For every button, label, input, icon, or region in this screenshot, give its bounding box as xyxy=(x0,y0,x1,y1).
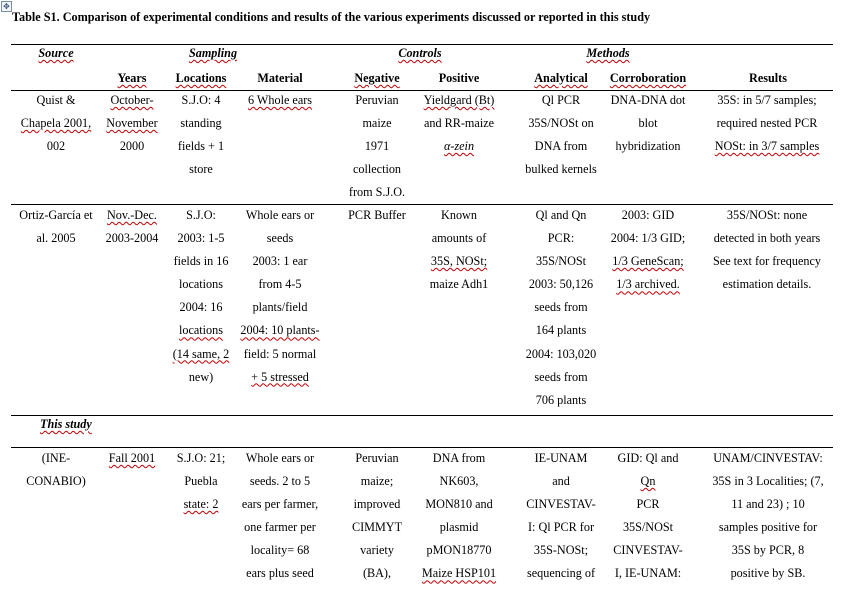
cell-line: improved xyxy=(353,497,401,512)
cell-line: Chapela 2001, xyxy=(20,116,92,131)
cell-positive xyxy=(414,447,504,586)
cell-line: variety xyxy=(360,543,394,558)
cell-line: maize xyxy=(362,116,392,131)
cell-line: sequencing of xyxy=(526,566,596,581)
cell-line: PCR: xyxy=(547,231,575,246)
cell-line: 2004: 16 xyxy=(179,300,223,315)
cell-line: 2003: 50,126 xyxy=(528,277,594,292)
cell-line: bulked kernels xyxy=(525,162,597,177)
cell-line: Ortiz-García et xyxy=(19,208,93,222)
cell-line: from S.J.O. xyxy=(348,185,406,200)
header-locations: Locations xyxy=(175,71,227,85)
cell-line: Yieldgard (Bt) xyxy=(423,93,495,107)
cell-line: 2004: 1/3 GID; xyxy=(610,231,686,246)
cell-line: Peruvian xyxy=(355,451,399,465)
cell-line: IE-UNAM xyxy=(534,451,588,465)
cell-line: seeds. 2 to 5 xyxy=(249,474,311,489)
cell-locations xyxy=(166,447,236,516)
cell-line: maize Adh1 xyxy=(429,277,489,292)
cell-line: DNA from xyxy=(432,451,486,465)
cell-source xyxy=(11,89,101,158)
cell-line: GID: Ql and xyxy=(617,451,679,465)
cell-line: 35S/NOSt xyxy=(535,254,587,269)
cell-line: pMON18770 xyxy=(426,543,492,558)
cell-positive xyxy=(414,204,504,296)
cell-line: CONABIO) xyxy=(26,474,86,489)
cell-line: S.J.O: xyxy=(186,208,216,222)
header-controls: Controls xyxy=(398,46,442,60)
cell-line: Ql PCR xyxy=(541,93,581,107)
cell-material xyxy=(236,204,324,389)
cell-line: (14 same, 2 xyxy=(172,346,230,361)
cell-line: CIMMYT xyxy=(351,520,403,535)
cell-line: α-zein xyxy=(443,139,475,154)
cell-line: one farmer per xyxy=(244,520,316,535)
cell-line: 1971 xyxy=(364,139,390,154)
cell-negative xyxy=(341,89,413,204)
cell-line: hybridization xyxy=(615,139,681,154)
cell-analytical xyxy=(517,89,605,181)
cell-line: 706 plants xyxy=(535,392,587,407)
cell-line: 1/3 GeneScan; xyxy=(612,254,684,269)
cell-line: Qn xyxy=(640,474,656,489)
cell-line: locations xyxy=(178,323,223,338)
cell-line: required nested PCR xyxy=(716,116,818,131)
header-results: Results xyxy=(749,71,787,85)
cell-line: seeds from xyxy=(534,369,588,384)
cell-line: (BA), xyxy=(362,566,392,581)
cell-locations xyxy=(166,89,236,181)
cell-line: locality= 68 xyxy=(250,543,310,558)
header-positive: Positive xyxy=(438,71,480,85)
cell-line: Puebla xyxy=(184,474,218,489)
cell-line: Nov.-Dec. xyxy=(107,208,157,222)
cell-line: CINVESTAV- xyxy=(526,497,596,512)
cell-line: 2003: GID xyxy=(621,208,675,222)
cell-line: + 5 stressed xyxy=(251,369,309,384)
cell-line: store xyxy=(189,162,213,177)
cell-line: 35S, NOSt; xyxy=(430,254,488,269)
header-methods: Methods xyxy=(586,46,630,60)
cell-line: CINVESTAV- xyxy=(613,543,683,558)
cell-line: I: Ql PCR for xyxy=(527,520,595,535)
cell-line: maize; xyxy=(360,474,394,489)
section-label-this-study: This study xyxy=(40,417,92,431)
cell-material xyxy=(236,447,324,586)
cell-line: PCR Buffer xyxy=(348,208,406,222)
cell-line: from 4-5 xyxy=(258,277,302,292)
cell-results xyxy=(701,204,833,296)
cell-negative xyxy=(341,447,413,586)
cell-line: S.J.O: 4 xyxy=(181,93,221,107)
cell-line: 6 Whole ears xyxy=(247,93,313,107)
cell-line: 35S: in 5/7 samples; xyxy=(717,93,817,107)
cell-corroboration xyxy=(603,447,693,586)
header-analytical: Analytical xyxy=(534,71,588,85)
cell-line: samples positive for xyxy=(718,520,818,535)
cell-line: blot xyxy=(638,116,658,131)
table-caption: Table S1. Comparison of experimental conditions and results of the various experiments discussed or reported in this study xyxy=(12,10,651,24)
cell-line: fields + 1 xyxy=(177,139,225,154)
cell-years xyxy=(100,204,164,250)
cell-source xyxy=(11,204,101,250)
cell-line: amounts of xyxy=(431,231,487,246)
cell-positive xyxy=(414,89,504,158)
cell-line: collection xyxy=(352,162,402,177)
cell-line: field: 5 normal xyxy=(243,346,317,361)
cell-line: 35S in 3 Localities; (7, xyxy=(712,474,824,489)
cell-line: DNA from xyxy=(534,139,588,154)
cell-line: seeds xyxy=(266,231,294,246)
cell-line: ears per farmer, xyxy=(241,497,319,512)
cell-line: locations xyxy=(178,277,223,292)
cell-line: 2000 xyxy=(119,139,145,154)
cell-line: 164 plants xyxy=(535,323,587,338)
cell-line: NK603, xyxy=(439,474,479,489)
cell-results xyxy=(701,447,835,586)
cell-material xyxy=(236,89,324,112)
cell-locations xyxy=(166,204,236,389)
cell-line: 2004: 10 plants- xyxy=(240,323,320,338)
header-corroboration: Corroboration xyxy=(609,71,687,85)
cell-source xyxy=(11,447,101,493)
cell-line: new) xyxy=(188,369,214,384)
cell-analytical xyxy=(517,447,605,586)
cell-line: al. 2005 xyxy=(36,231,76,246)
cell-line: PCR xyxy=(636,497,660,512)
header-sampling: Sampling xyxy=(188,46,238,60)
cell-negative xyxy=(341,204,413,227)
cell-line: Known xyxy=(441,208,477,222)
table-move-handle-icon[interactable]: ✥ xyxy=(1,1,12,12)
cell-line: and xyxy=(552,474,570,489)
cell-line: 11 and 23) ; 10 xyxy=(731,497,805,512)
cell-line: Peruvian xyxy=(355,93,399,107)
cell-line: 1/3 archived. xyxy=(616,277,680,292)
cell-corroboration xyxy=(603,89,693,158)
header-material: Material xyxy=(257,71,303,85)
cell-line: fields in 16 xyxy=(173,254,229,269)
cell-line: Maize HSP101 xyxy=(421,566,497,581)
cell-line: Ql and Qn xyxy=(535,208,587,222)
cell-line: Quist & xyxy=(36,93,76,107)
cell-line: 35S/NOSt: none xyxy=(726,208,808,222)
cell-years xyxy=(100,89,164,158)
cell-line: seeds from xyxy=(534,300,588,315)
header-source: Source xyxy=(38,46,74,60)
cell-line: ears plus seed xyxy=(246,566,314,581)
cell-line: Whole ears or xyxy=(245,451,315,465)
cell-line: I, IE-UNAM: xyxy=(614,566,682,581)
cell-line: (INE- xyxy=(41,451,71,465)
cell-line: November xyxy=(106,116,158,131)
cell-line: Whole ears or xyxy=(245,208,315,222)
cell-line: 35S/NOSt xyxy=(622,520,674,535)
cell-line: plasmid xyxy=(439,520,479,535)
header-negative: Negative xyxy=(354,71,400,85)
header-years: Years xyxy=(117,71,147,85)
cell-line: estimation details. xyxy=(722,277,812,292)
cell-line: DNA-DNA dot xyxy=(610,93,686,107)
cell-line: positive by SB. xyxy=(730,566,806,581)
cell-line: 2003: 1-5 xyxy=(177,231,225,246)
cell-line: detected in both years xyxy=(713,231,821,246)
cell-line: 35S/NOSt on xyxy=(528,116,594,131)
cell-line: 35S-NOSt; xyxy=(533,543,589,558)
cell-line: 2003: 1 ear xyxy=(252,254,308,269)
cell-line: October- xyxy=(110,93,154,107)
cell-line: Fall 2001 xyxy=(108,451,156,465)
cell-line: plants/field xyxy=(252,300,308,315)
cell-years xyxy=(100,447,164,470)
cell-line: and RR-maize xyxy=(423,116,495,131)
cell-line: state: 2 xyxy=(183,497,219,512)
cell-line: 35S by PCR, 8 xyxy=(731,543,805,558)
cell-line: MON810 and xyxy=(425,497,493,512)
cell-corroboration xyxy=(603,204,693,296)
cell-line: 2003-2004 xyxy=(105,231,159,246)
cell-line: 2004: 103,020 xyxy=(525,346,597,361)
cell-results xyxy=(701,89,833,158)
cell-line: standing xyxy=(180,116,222,131)
cell-analytical xyxy=(517,204,605,412)
cell-line: S.J.O: 21; xyxy=(176,451,226,465)
cell-line: NOSt: in 3/7 samples xyxy=(714,139,820,154)
cell-line: See text for frequency xyxy=(713,254,821,269)
cell-line: 002 xyxy=(46,139,66,154)
cell-line: UNAM/CINVESTAV: xyxy=(713,451,823,465)
